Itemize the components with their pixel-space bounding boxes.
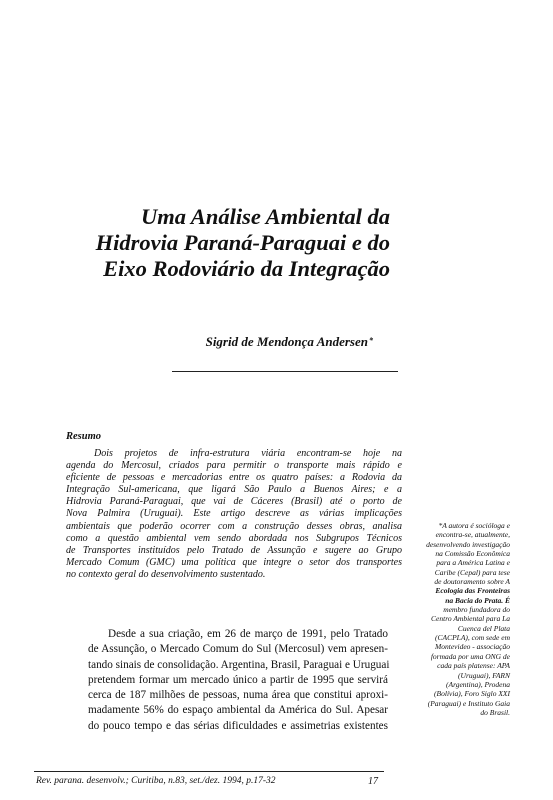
body-line: do pouco tempo e das sérias dificuldades e assimetrias existentes [88,719,388,732]
page-number: 17 [368,776,378,787]
title-line: Eixo Rodoviário da Integração [103,256,390,281]
body-line: cerca de 187 milhões de pessoas, numa área que constitui aproxi- [88,689,388,702]
footnote-line: Montevideo - associação [435,642,510,652]
author-byline [206,334,373,350]
title-line: Hidrovia Paraná-Paraguai e do [95,230,390,255]
footnote-line: (Argentina), Prodena [445,679,510,689]
journal-citation: Rev. parana. desenvolv.; Curitiba, n.83, set./dez. 1994, p.17-32 [36,776,276,786]
abstract-line: Mercado Comum (GMC) uma política que integre o setor dos transportes [66,556,402,568]
abstract-line: no contexto geral do desenvolvimento sustentado. [66,568,266,580]
footnote-line: membro fundadora do [443,605,510,615]
footnote-line: (Uruguai), FARN [458,670,510,680]
abstract-text [66,448,402,581]
abstract-line: Dois projetos de infra-estrutura viária encontram-se hoje na [94,448,402,459]
footnote-line: para a América Latina e [436,558,510,568]
footnote-line: na Bacia do Prata. É [445,595,510,605]
article-title [30,204,390,282]
body-line: pretendem formar um mercado único a partir de 1995 que servirá [88,673,388,686]
footnote-line: Caribe (Cepal) para tese [434,567,510,577]
abstract-line: Nova Palmira (Uruguai). Este artigo descreve as várias implicações [66,508,402,520]
abstract-heading: Resumo [66,431,102,442]
body-line: tando sinais de consolidação. Argentina, Brasil, Paraguai e Uruguai [88,658,390,671]
abstract-line: eficiente de pessoas e mercadorias entre os quatro países: a Rodovia da [66,472,402,484]
title-line: Uma Análise Ambiental da [141,204,390,229]
footnote-line: (CACPLA), com sede em [435,633,510,643]
footnote-line: (Paraguai) e Instituto Gaia [427,698,510,708]
abstract-line: como a questão ambiental vem sendo abordada nos Subgrupos Técnicos [66,532,402,544]
author-footnote-marker: * [369,336,373,345]
abstract-line: agenda do Mercosul, criados para permitir o transporte mais rápido e [66,460,402,472]
footer-divider [34,771,384,772]
footnote-line: Cuenca del Plata [457,623,510,633]
body-line: Desde a sua criação, em 26 de março de 1991, pelo Tratado [108,628,388,640]
footnote-line: Centro Ambiental para La [431,614,510,624]
footnote-line: na Comissão Econômica [435,549,510,559]
author-footnote [390,521,510,717]
abstract-line: Integração Sul-americana, que ligará São Paulo a Buenos Aires; e a [66,484,402,496]
abstract-line: de Transportes instituídos pelo Tratado de Assunção e sugere ao Grupo [66,544,402,556]
body-line: de Assunção, o Mercado Comum do Sul (Mercosul) vem apresen- [88,643,388,656]
footnote-line: encontra-se, atualmente, [435,530,510,540]
footnote-line: *A autora é socióloga e [438,521,510,530]
footnote-line: do Brasil. [480,707,510,717]
footnote-line: de doutoramento sobre A [434,577,510,587]
abstract-line: Hidrovia Paraná-Paraguai, que vai de Cáceres (Brasil) até o porto de [66,496,402,508]
footnote-line: formada por uma ONG de [430,651,510,661]
body-line: madamente 56% do espaço ambiental da América do Sul. Apesar [88,704,388,717]
footnote-line: cada país platense: APA [437,661,510,671]
body-paragraph [88,627,388,734]
title-divider [172,371,398,372]
abstract-line: ambientais que poderão ocorrer com a construção desses obras, analisa [66,520,402,532]
footnote-line: (Bolívia), Foro Siglo XXI [434,689,510,699]
footnote-line: desenvolvendo investigação [426,539,510,549]
author-name: Sigrid de Mendonça Andersen [205,334,368,349]
footnote-line: Ecologia das Fronteiras [435,586,510,596]
